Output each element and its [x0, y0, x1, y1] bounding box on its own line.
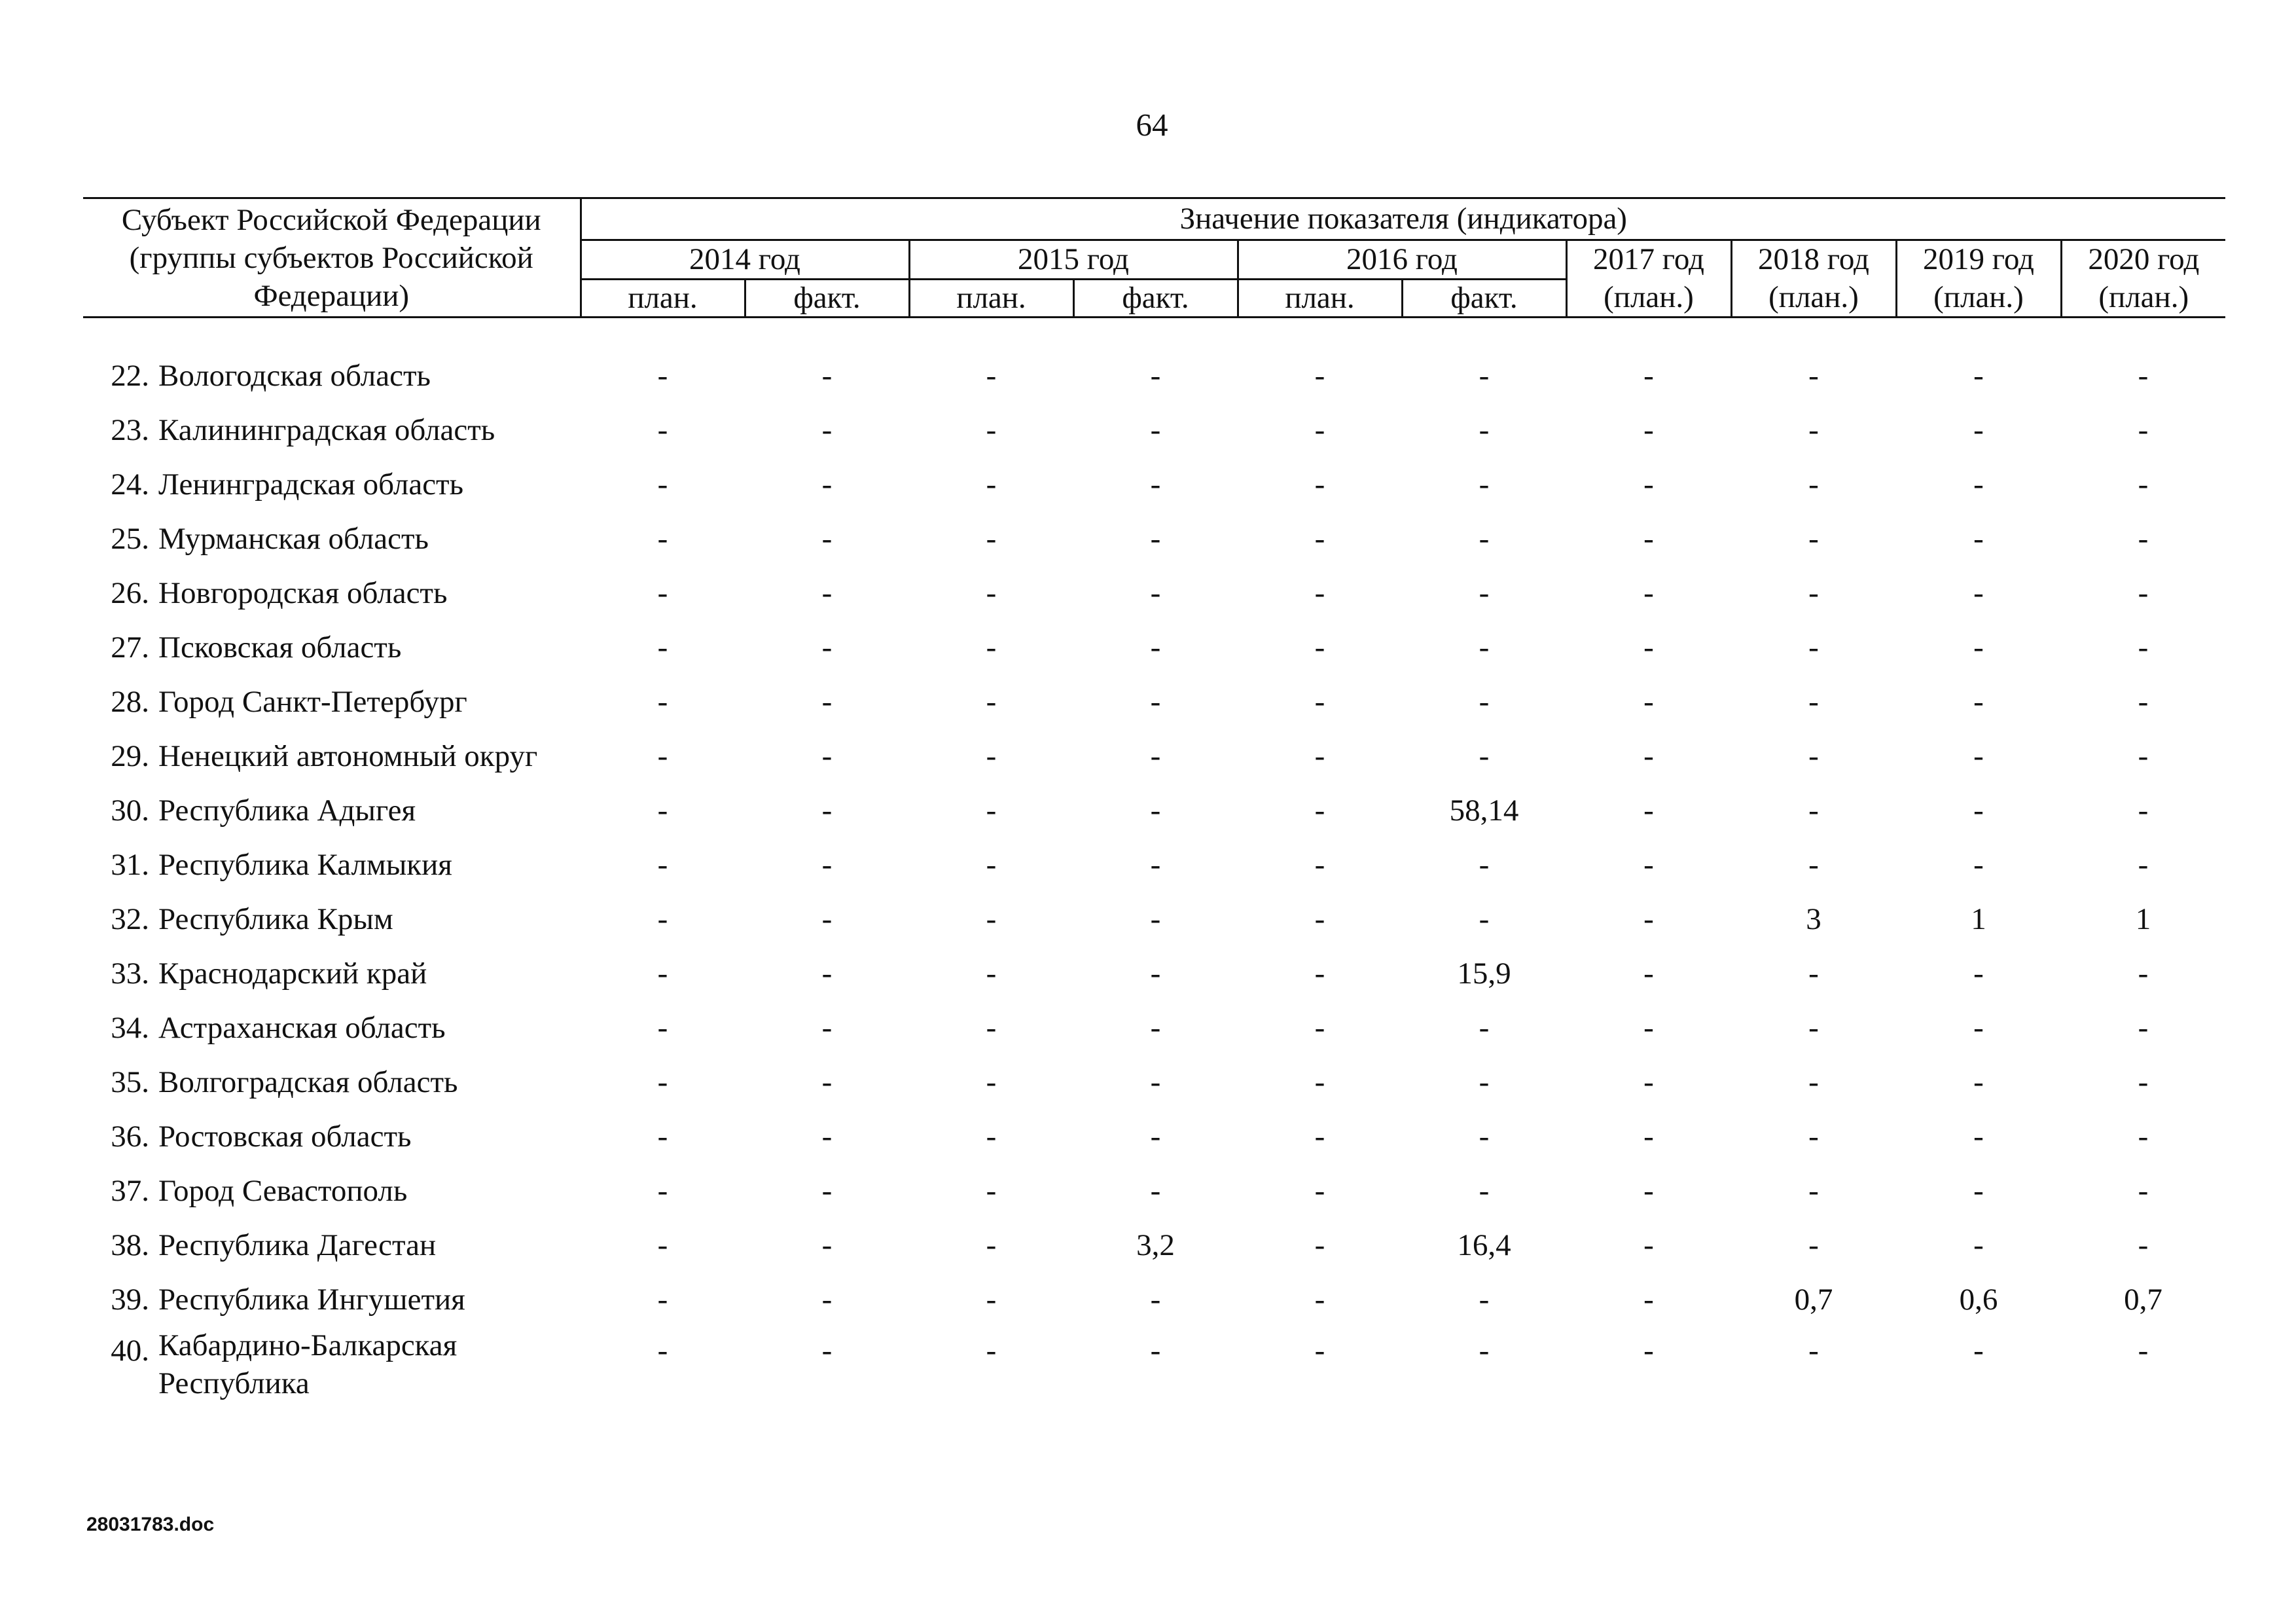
value-cell: - [657, 847, 668, 882]
region-name: Волгоградская область [158, 1065, 458, 1099]
value-cell: 0,7 [2124, 1282, 2162, 1317]
value-cell: - [986, 902, 997, 936]
value-cell: - [821, 956, 833, 991]
value-cell: - [1808, 1173, 1819, 1208]
table-row [83, 1218, 2225, 1272]
value-cell: - [1643, 467, 1654, 501]
table-row [83, 566, 2225, 620]
table-row [83, 348, 2225, 403]
value-cell: - [1973, 1010, 1984, 1045]
row-number: 28. [111, 684, 149, 719]
value-cell: - [986, 1282, 997, 1317]
value-cell: - [1808, 793, 1819, 828]
value-cell: - [1973, 412, 1984, 447]
value-cell: - [1479, 630, 1490, 665]
value-cell: 15,9 [1457, 956, 1511, 991]
value-cell: - [2138, 358, 2149, 393]
value-cell: - [986, 956, 997, 991]
value-cell: - [821, 467, 833, 501]
value-cell: - [986, 739, 997, 773]
value-cell: - [1314, 1282, 1325, 1317]
value-cell: - [821, 902, 833, 936]
row-number: 30. [111, 793, 149, 828]
value-cell: - [986, 412, 997, 447]
value-cell: - [821, 630, 833, 665]
value-cell: - [1314, 902, 1325, 936]
value-cell: - [986, 1010, 997, 1045]
value-cell: 1 [2135, 902, 2151, 936]
value-cell: - [1150, 521, 1161, 556]
value-cell: - [1150, 739, 1161, 773]
value-cell: - [1314, 1010, 1325, 1045]
value-cell: - [986, 1065, 997, 1099]
value-cell: - [821, 793, 833, 828]
value-cell: - [821, 1010, 833, 1045]
value-cell: - [986, 467, 997, 501]
year-2018-header: 2018 год [1731, 240, 1896, 280]
value-cell: - [1973, 467, 1984, 501]
value-cell: - [1808, 847, 1819, 882]
value-cell: - [1643, 521, 1654, 556]
value-cell: - [1479, 684, 1490, 719]
value-cell: - [821, 847, 833, 882]
value-cell: - [1150, 847, 1161, 882]
value-cell: - [821, 1119, 833, 1154]
region-name: Калининградская область [158, 412, 495, 447]
value-cell: - [1808, 1065, 1819, 1099]
fact-2015-header: факт. [1073, 280, 1238, 318]
value-cell: - [1150, 1334, 1161, 1368]
value-cell: - [986, 575, 997, 610]
value-cell: - [1314, 956, 1325, 991]
value-cell: - [1150, 1119, 1161, 1154]
value-cell: - [1150, 467, 1161, 501]
value-cell: - [1150, 684, 1161, 719]
value-cell: - [2138, 1228, 2149, 1262]
value-cell: - [821, 1228, 833, 1262]
value-cell: - [1643, 575, 1654, 610]
plan-2018-header: (план.) [1731, 280, 1896, 318]
table-row [83, 946, 2225, 1000]
value-cell: - [1808, 739, 1819, 773]
value-cell: - [1643, 1065, 1654, 1099]
value-cell: - [1973, 358, 1984, 393]
value-cell: - [1479, 1282, 1490, 1317]
value-cell: - [1808, 956, 1819, 991]
table-row [83, 1326, 2225, 1425]
row-number: 24. [111, 467, 149, 501]
value-cell: - [821, 521, 833, 556]
value-cell: - [1643, 739, 1654, 773]
region-name: Новгородская область [158, 575, 448, 610]
value-cell: - [657, 902, 668, 936]
plan-2019-header: (план.) [1896, 280, 2061, 318]
page-number: 64 [1136, 107, 1168, 143]
year-2020-header: 2020 год [2061, 240, 2225, 280]
value-cell: - [986, 847, 997, 882]
value-cell: - [657, 1282, 668, 1317]
value-cell: - [1479, 739, 1490, 773]
value-cell: - [986, 684, 997, 719]
value-cell: - [821, 1065, 833, 1099]
value-cell: - [1973, 847, 1984, 882]
value-cell: - [821, 412, 833, 447]
value-cell: - [1314, 684, 1325, 719]
region-name: Республика Дагестан [158, 1228, 437, 1262]
value-cell: - [657, 956, 668, 991]
value-cell: 0,6 [1959, 1282, 1998, 1317]
value-cell: - [1479, 1119, 1490, 1154]
value-cell: - [1479, 847, 1490, 882]
region-name: Республика Калмыкия [158, 847, 452, 882]
value-cell: - [1150, 358, 1161, 393]
table-row [83, 403, 2225, 457]
value-cell: 16,4 [1457, 1228, 1511, 1262]
table-row [83, 1109, 2225, 1163]
value-cell: 3,2 [1136, 1228, 1175, 1262]
value-cell: - [657, 467, 668, 501]
value-cell: - [821, 684, 833, 719]
value-cell: - [657, 1119, 668, 1154]
value-cell: - [1973, 1334, 1984, 1368]
region-name: Ростовская область [158, 1119, 412, 1154]
value-cell: - [2138, 1334, 2149, 1368]
value-cell: - [2138, 956, 2149, 991]
row-number: 36. [111, 1119, 149, 1154]
row-number: 39. [111, 1282, 149, 1317]
value-cell: - [657, 793, 668, 828]
value-cell: - [821, 1173, 833, 1208]
fact-2014-header: факт. [745, 280, 909, 318]
value-cell: - [1643, 1334, 1654, 1368]
value-cell: - [1314, 521, 1325, 556]
value-cell: - [1808, 1010, 1819, 1045]
value-cell: - [986, 793, 997, 828]
value-cell: - [1314, 1228, 1325, 1262]
table-row [83, 457, 2225, 511]
row-number: 38. [111, 1228, 149, 1262]
value-cell: 0,7 [1794, 1282, 1833, 1317]
data-table [83, 348, 2225, 1425]
row-number: 29. [111, 739, 149, 773]
subject-column-header: Субъект Российской Федерации (группы субъектов Российской Федерации) [83, 198, 581, 318]
value-cell: - [1643, 902, 1654, 936]
value-cell: - [1479, 1065, 1490, 1099]
row-number: 23. [111, 412, 149, 447]
value-cell: - [1479, 412, 1490, 447]
value-cell: - [1643, 358, 1654, 393]
value-cell: - [2138, 1010, 2149, 1045]
value-cell: - [2138, 793, 2149, 828]
value-cell: - [1973, 575, 1984, 610]
value-cell: - [1973, 1119, 1984, 1154]
row-number: 35. [111, 1065, 149, 1099]
value-cell: - [657, 358, 668, 393]
year-2015-header: 2015 год [909, 240, 1238, 280]
value-cell: - [1314, 630, 1325, 665]
value-cell: - [657, 1010, 668, 1045]
value-cell: - [1808, 412, 1819, 447]
value-cell: - [1973, 793, 1984, 828]
value-cell: - [821, 1282, 833, 1317]
row-number: 27. [111, 630, 149, 665]
table-row [83, 783, 2225, 837]
value-cell: - [657, 1228, 668, 1262]
value-cell: - [657, 575, 668, 610]
plan-2016-header: план. [1238, 280, 1402, 318]
value-cell: - [1314, 1334, 1325, 1368]
table-row [83, 1163, 2225, 1218]
value-cell: - [986, 1119, 997, 1154]
region-name: Кабардино-Балкарская Республика [158, 1328, 457, 1400]
value-cell: - [1643, 956, 1654, 991]
value-cell: - [1808, 1119, 1819, 1154]
value-cell: - [2138, 1065, 2149, 1099]
value-cell: - [1150, 956, 1161, 991]
value-cell: - [657, 1334, 668, 1368]
value-cell: - [1150, 630, 1161, 665]
fact-2016-header: факт. [1402, 280, 1566, 318]
region-name: Краснодарский край [158, 956, 427, 991]
table-row [83, 837, 2225, 892]
value-cell: - [1808, 1334, 1819, 1368]
value-cell: - [2138, 575, 2149, 610]
row-number: 26. [111, 575, 149, 610]
value-cell: - [1973, 521, 1984, 556]
region-name: Астраханская область [158, 1010, 446, 1045]
value-cell: - [2138, 467, 2149, 501]
value-cell: - [821, 739, 833, 773]
value-cell: - [1314, 793, 1325, 828]
value-cell: - [1314, 575, 1325, 610]
table-row [83, 892, 2225, 946]
value-cell: - [1314, 847, 1325, 882]
value-cell: - [1314, 1173, 1325, 1208]
value-cell: - [1643, 1119, 1654, 1154]
region-name: Республика Адыгея [158, 793, 416, 828]
table-row [83, 729, 2225, 783]
value-cell: - [1150, 902, 1161, 936]
region-name: Вологодская область [158, 358, 431, 393]
value-cell: - [2138, 739, 2149, 773]
value-cell: - [1314, 1065, 1325, 1099]
value-cell: 3 [1806, 902, 1821, 936]
value-cell: - [1643, 1010, 1654, 1045]
value-cell: 58,14 [1449, 793, 1519, 828]
value-cell: - [1479, 1173, 1490, 1208]
value-cell: - [1314, 1119, 1325, 1154]
value-cell: - [1808, 684, 1819, 719]
value-cell: 1 [1971, 902, 1986, 936]
value-cell: - [1808, 467, 1819, 501]
table-row [83, 511, 2225, 566]
region-name: Республика Ингушетия [158, 1282, 465, 1317]
region-name: Мурманская область [158, 521, 429, 556]
region-name: Город Санкт-Петербург [158, 684, 467, 719]
table-row [83, 1000, 2225, 1055]
value-cell: - [821, 358, 833, 393]
region-name: Псковская область [158, 630, 402, 665]
value-cell: - [1643, 1173, 1654, 1208]
value-group-header: Значение показателя (индикатора) [581, 198, 2225, 240]
value-cell: - [986, 630, 997, 665]
value-cell: - [1643, 793, 1654, 828]
value-cell: - [1973, 684, 1984, 719]
value-cell: - [1643, 847, 1654, 882]
value-cell: - [821, 1334, 833, 1368]
value-cell: - [657, 739, 668, 773]
value-cell: - [1808, 358, 1819, 393]
value-cell: - [1314, 358, 1325, 393]
value-cell: - [1150, 1173, 1161, 1208]
value-cell: - [1808, 521, 1819, 556]
row-number: 37. [111, 1173, 149, 1208]
value-cell: - [2138, 630, 2149, 665]
plan-2014-header: план. [581, 280, 745, 318]
value-cell: - [1973, 1065, 1984, 1099]
row-number: 25. [111, 521, 149, 556]
plan-2015-header: план. [909, 280, 1073, 318]
value-cell: - [1643, 1282, 1654, 1317]
plan-2020-header: (план.) [2061, 280, 2225, 318]
region-name: Республика Крым [158, 902, 393, 936]
region-name: Город Севастополь [158, 1173, 408, 1208]
value-cell: - [657, 412, 668, 447]
value-cell: - [657, 1173, 668, 1208]
region-name: Ненецкий автономный округ [158, 739, 538, 773]
value-cell: - [1314, 739, 1325, 773]
value-cell: - [1643, 630, 1654, 665]
row-number: 22. [111, 358, 149, 393]
document-filename: 28031783.doc [86, 1514, 215, 1535]
value-cell: - [1479, 575, 1490, 610]
value-cell: - [657, 684, 668, 719]
plan-2017-header: (план.) [1566, 280, 1731, 318]
value-cell: - [1643, 684, 1654, 719]
value-cell: - [2138, 1119, 2149, 1154]
table-row [83, 620, 2225, 674]
year-2016-header: 2016 год [1238, 240, 1566, 280]
value-cell: - [986, 1334, 997, 1368]
row-number: 32. [111, 902, 149, 936]
value-cell: - [986, 358, 997, 393]
value-cell: - [1479, 1334, 1490, 1368]
value-cell: - [1808, 630, 1819, 665]
value-cell: - [1479, 521, 1490, 556]
value-cell: - [1479, 902, 1490, 936]
value-cell: - [1314, 467, 1325, 501]
year-2014-header: 2014 год [581, 240, 909, 280]
value-cell: - [1150, 412, 1161, 447]
value-cell: - [986, 521, 997, 556]
value-cell: - [1808, 575, 1819, 610]
value-cell: - [1479, 467, 1490, 501]
year-2017-header: 2017 год [1566, 240, 1731, 280]
value-cell: - [1973, 630, 1984, 665]
row-number: 40. [111, 1334, 149, 1368]
value-cell: - [1150, 1282, 1161, 1317]
value-cell: - [1973, 956, 1984, 991]
year-2019-header: 2019 год [1896, 240, 2061, 280]
value-cell: - [1314, 412, 1325, 447]
value-cell: - [986, 1228, 997, 1262]
value-cell: - [1150, 1065, 1161, 1099]
value-cell: - [1479, 1010, 1490, 1045]
value-cell: - [657, 521, 668, 556]
value-cell: - [2138, 847, 2149, 882]
value-cell: - [2138, 684, 2149, 719]
row-number: 34. [111, 1010, 149, 1045]
region-name: Ленинградская область [158, 467, 464, 501]
value-cell: - [2138, 1173, 2149, 1208]
value-cell: - [657, 1065, 668, 1099]
row-number: 31. [111, 847, 149, 882]
value-cell: - [986, 1173, 997, 1208]
value-cell: - [1150, 575, 1161, 610]
table-row [83, 1272, 2225, 1326]
value-cell: - [1973, 1173, 1984, 1208]
value-cell: - [657, 630, 668, 665]
value-cell: - [1643, 1228, 1654, 1262]
value-cell: - [1479, 358, 1490, 393]
value-cell: - [821, 575, 833, 610]
value-cell: - [1150, 793, 1161, 828]
table-row [83, 674, 2225, 729]
value-cell: - [1808, 1228, 1819, 1262]
table-header [83, 197, 2225, 318]
value-cell: - [2138, 521, 2149, 556]
value-cell: - [1973, 739, 1984, 773]
value-cell: - [1973, 1228, 1984, 1262]
value-cell: - [1150, 1010, 1161, 1045]
table-row [83, 1055, 2225, 1109]
row-number: 33. [111, 956, 149, 991]
value-cell: - [2138, 412, 2149, 447]
value-cell: - [1643, 412, 1654, 447]
